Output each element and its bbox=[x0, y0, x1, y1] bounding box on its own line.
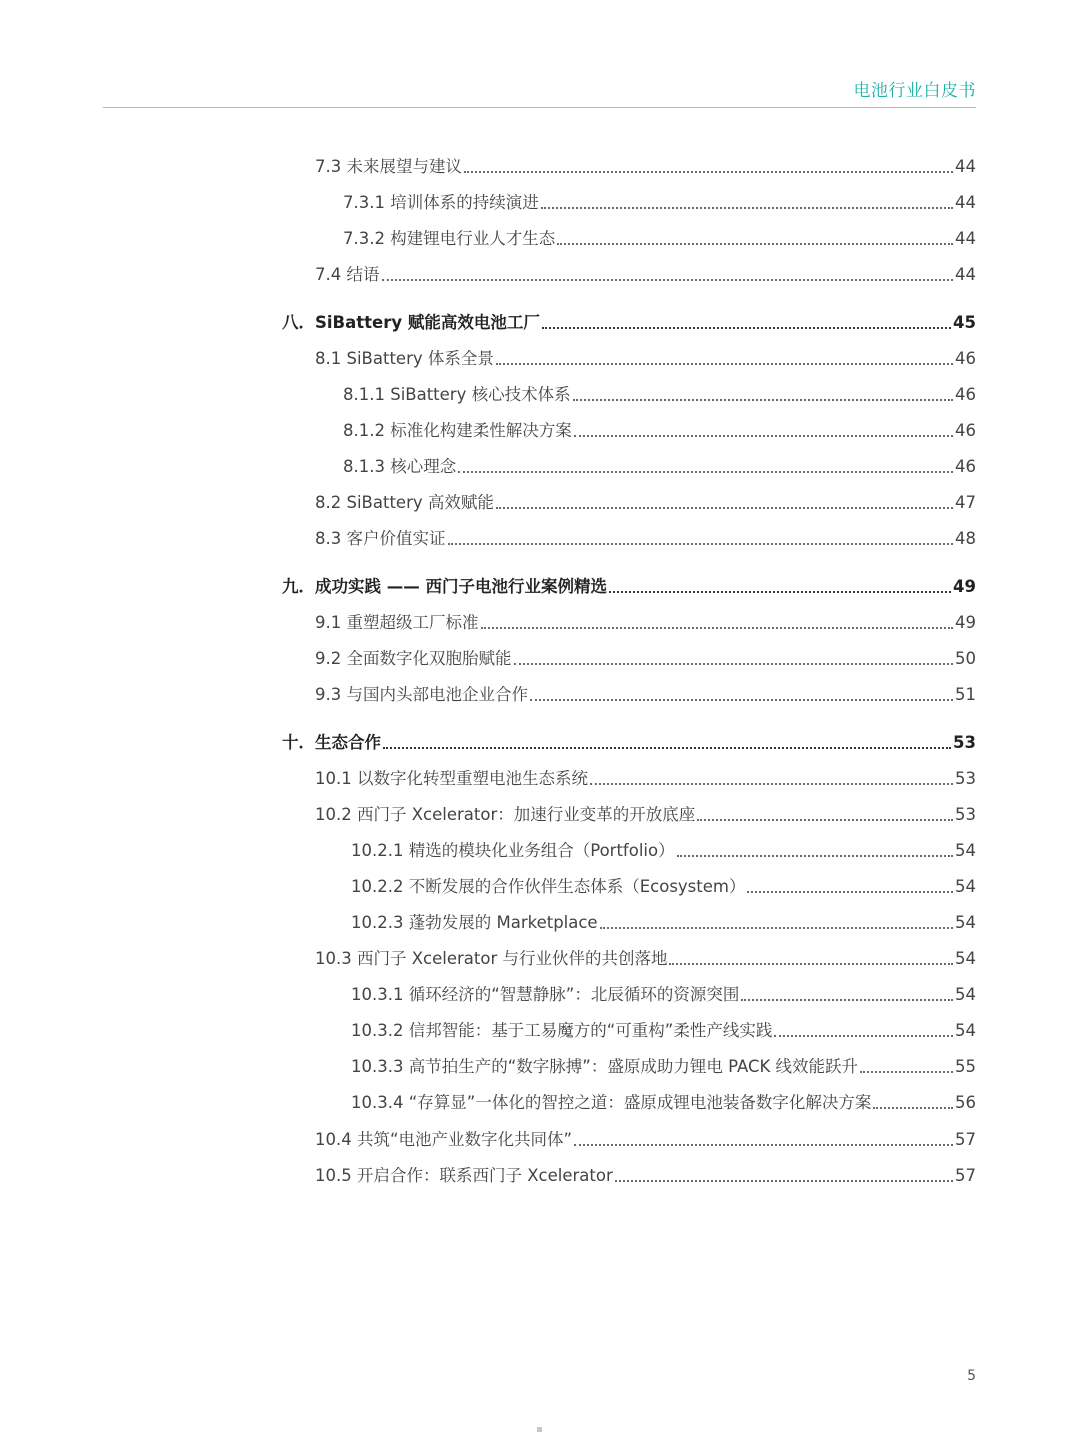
toc-entry-title: 10.2.3 蓬勃发展的 Marketplace bbox=[351, 913, 598, 932]
toc-entry-title: 10.3 西门子 Xcelerator 与行业伙伴的共创落地 bbox=[315, 949, 668, 968]
toc-entry[interactable] bbox=[351, 978, 976, 1006]
toc-entry-title: 8.1.3 核心理念 bbox=[343, 457, 457, 476]
toc-entry-page: 54 bbox=[955, 913, 976, 932]
toc-entry[interactable] bbox=[315, 522, 976, 550]
toc-dot-leader bbox=[542, 327, 951, 329]
toc-entry-page: 44 bbox=[955, 229, 976, 248]
toc-entry-page: 49 bbox=[953, 577, 976, 596]
toc-entry-title: 八．SiBattery 赋能高效电池工厂 bbox=[282, 313, 540, 332]
toc-entry-page: 46 bbox=[955, 349, 976, 368]
toc-entry[interactable] bbox=[315, 606, 976, 634]
toc-entry-title: 10.1 以数字化转型重塑电池生态系统 bbox=[315, 769, 588, 788]
toc-dot-leader bbox=[590, 783, 953, 785]
toc-entry-page: 46 bbox=[955, 457, 976, 476]
toc-entry-page: 51 bbox=[955, 685, 976, 704]
toc-entry[interactable] bbox=[315, 258, 976, 286]
toc-dot-leader bbox=[557, 243, 953, 245]
toc-dot-leader bbox=[860, 1071, 953, 1073]
toc-entry-title: 8.1.2 标准化构建柔性解决方案 bbox=[343, 421, 572, 440]
toc-entry[interactable] bbox=[351, 834, 976, 862]
toc-entry-page: 44 bbox=[955, 265, 976, 284]
toc-entry-page: 57 bbox=[955, 1166, 976, 1185]
toc-dot-leader bbox=[383, 747, 951, 749]
toc-entry-title: 10.2.1 精选的模块化业务组合（Portfolio） bbox=[351, 841, 675, 860]
toc-entry[interactable] bbox=[315, 1123, 976, 1151]
toc-dot-leader bbox=[496, 363, 953, 365]
toc-entry-page: 54 bbox=[955, 985, 976, 1004]
toc-entry-title: 10.3.1 循环经济的“智慧静脉”：北辰循环的资源突围 bbox=[351, 985, 740, 1004]
toc-entry[interactable] bbox=[351, 1086, 976, 1114]
toc-dot-leader bbox=[741, 999, 953, 1001]
toc-entry-title: 9.3 与国内头部电池企业合作 bbox=[315, 685, 528, 704]
toc-dot-leader bbox=[873, 1107, 953, 1109]
toc-entry[interactable] bbox=[315, 642, 976, 670]
header-divider bbox=[103, 107, 976, 108]
toc-entry-title: 7.4 结语 bbox=[315, 265, 380, 284]
page-number: 5 bbox=[967, 1368, 976, 1384]
toc-entry-page: 48 bbox=[955, 529, 976, 548]
toc-dot-leader bbox=[615, 1180, 953, 1182]
toc-entry-title: 7.3.1 培训体系的持续演进 bbox=[343, 193, 539, 212]
toc-entry-title: 九．成功实践 —— 西门子电池行业案例精选 bbox=[282, 577, 607, 596]
toc-dot-leader bbox=[697, 819, 953, 821]
toc-entry[interactable] bbox=[343, 222, 976, 250]
toc-entry-page: 45 bbox=[953, 313, 976, 332]
toc-entry[interactable] bbox=[315, 798, 976, 826]
toc-entry-page: 54 bbox=[955, 949, 976, 968]
toc-entry[interactable] bbox=[282, 570, 976, 598]
toc-entry-page: 53 bbox=[955, 769, 976, 788]
toc-entry-title: 8.2 SiBattery 高效赋能 bbox=[315, 493, 494, 512]
toc-entry-title: 9.2 全面数字化双胞胎赋能 bbox=[315, 649, 512, 668]
toc-dot-leader bbox=[600, 927, 953, 929]
toc-dot-leader bbox=[514, 663, 954, 665]
toc-dot-leader bbox=[541, 207, 953, 209]
toc-entry-page: 54 bbox=[955, 841, 976, 860]
toc-dot-leader bbox=[574, 1144, 953, 1146]
toc-entry-title: 10.2 西门子 Xcelerator：加速行业变革的开放底座 bbox=[315, 805, 696, 824]
toc-entry-title: 10.2.2 不断发展的合作伙伴生态体系（Ecosystem） bbox=[351, 877, 746, 896]
toc-entry-page: 50 bbox=[955, 649, 976, 668]
toc-entry[interactable] bbox=[343, 450, 976, 478]
toc-entry-title: 10.3.4 “存算显”一体化的智控之道：盛原成锂电池装备数字化解决方案 bbox=[351, 1093, 872, 1112]
toc-entry-page: 54 bbox=[955, 1021, 976, 1040]
toc-entry-title: 9.1 重塑超级工厂标准 bbox=[315, 613, 479, 632]
toc-entry-page: 56 bbox=[955, 1093, 976, 1112]
toc-entry[interactable] bbox=[315, 150, 976, 178]
toc-entry[interactable] bbox=[315, 486, 976, 514]
toc-dot-leader bbox=[574, 435, 953, 437]
toc-entry[interactable] bbox=[343, 378, 976, 406]
toc-dot-leader bbox=[496, 507, 953, 509]
toc-entry[interactable] bbox=[315, 342, 976, 370]
toc-dot-leader bbox=[458, 471, 953, 473]
toc-dot-leader bbox=[747, 891, 953, 893]
toc-dot-leader bbox=[609, 591, 951, 593]
toc-entry-title: 8.1.1 SiBattery 核心技术体系 bbox=[343, 385, 571, 404]
toc-dot-leader bbox=[573, 399, 953, 401]
toc-entry-page: 47 bbox=[955, 493, 976, 512]
toc-entry-title: 10.4 共筑“电池产业数字化共同体” bbox=[315, 1130, 573, 1149]
toc-entry[interactable] bbox=[351, 870, 976, 898]
toc-entry-page: 55 bbox=[955, 1057, 976, 1076]
toc-entry[interactable] bbox=[282, 306, 976, 334]
toc-dot-leader bbox=[530, 699, 953, 701]
toc-entry[interactable] bbox=[315, 678, 976, 706]
toc-entry-title: 8.3 客户价值实证 bbox=[315, 529, 446, 548]
toc-entry[interactable] bbox=[351, 1050, 976, 1078]
toc-entry[interactable] bbox=[343, 414, 976, 442]
toc-entry[interactable] bbox=[315, 762, 976, 790]
toc-entry-title: 8.1 SiBattery 体系全景 bbox=[315, 349, 494, 368]
toc-entry-page: 46 bbox=[955, 421, 976, 440]
toc-entry-page: 54 bbox=[955, 877, 976, 896]
toc-entry-title: 7.3.2 构建锂电行业人才生态 bbox=[343, 229, 556, 248]
toc-dot-leader bbox=[448, 543, 954, 545]
toc-entry[interactable] bbox=[282, 726, 976, 754]
toc-entry[interactable] bbox=[351, 906, 976, 934]
toc-dot-leader bbox=[774, 1035, 953, 1037]
toc-entry-page: 49 bbox=[955, 613, 976, 632]
toc-entry-page: 57 bbox=[955, 1130, 976, 1149]
toc-dot-leader bbox=[481, 627, 954, 629]
toc-entry[interactable] bbox=[315, 942, 976, 970]
toc-entry-title: 10.3.3 高节拍生产的“数字脉搏”：盛原成助力锂电 PACK 线效能跃升 bbox=[351, 1057, 859, 1076]
toc-entry[interactable] bbox=[351, 1014, 976, 1042]
toc-entry-title: 7.3 未来展望与建议 bbox=[315, 157, 462, 176]
toc-dot-leader bbox=[382, 279, 954, 281]
toc-entry-title: 十．生态合作 bbox=[282, 733, 381, 752]
toc-entry-page: 44 bbox=[955, 157, 976, 176]
toc-entry-title: 10.5 开启合作：联系西门子 Xcelerator bbox=[315, 1166, 613, 1185]
document-header-title: 电池行业白皮书 bbox=[853, 81, 976, 101]
toc-entry[interactable] bbox=[343, 186, 976, 214]
toc-dot-leader bbox=[669, 963, 953, 965]
toc-dot-leader bbox=[464, 171, 953, 173]
toc-entry-page: 44 bbox=[955, 193, 976, 212]
toc-entry-page: 53 bbox=[953, 733, 976, 752]
toc-entry-title: 10.3.2 信邦智能：基于工易魔方的“可重构”柔性产线实践 bbox=[351, 1021, 773, 1040]
page-bottom-marker bbox=[537, 1427, 542, 1432]
toc-dot-leader bbox=[677, 855, 953, 857]
toc-entry-page: 46 bbox=[955, 385, 976, 404]
toc-entry[interactable] bbox=[315, 1159, 976, 1187]
toc-entry-page: 53 bbox=[955, 805, 976, 824]
